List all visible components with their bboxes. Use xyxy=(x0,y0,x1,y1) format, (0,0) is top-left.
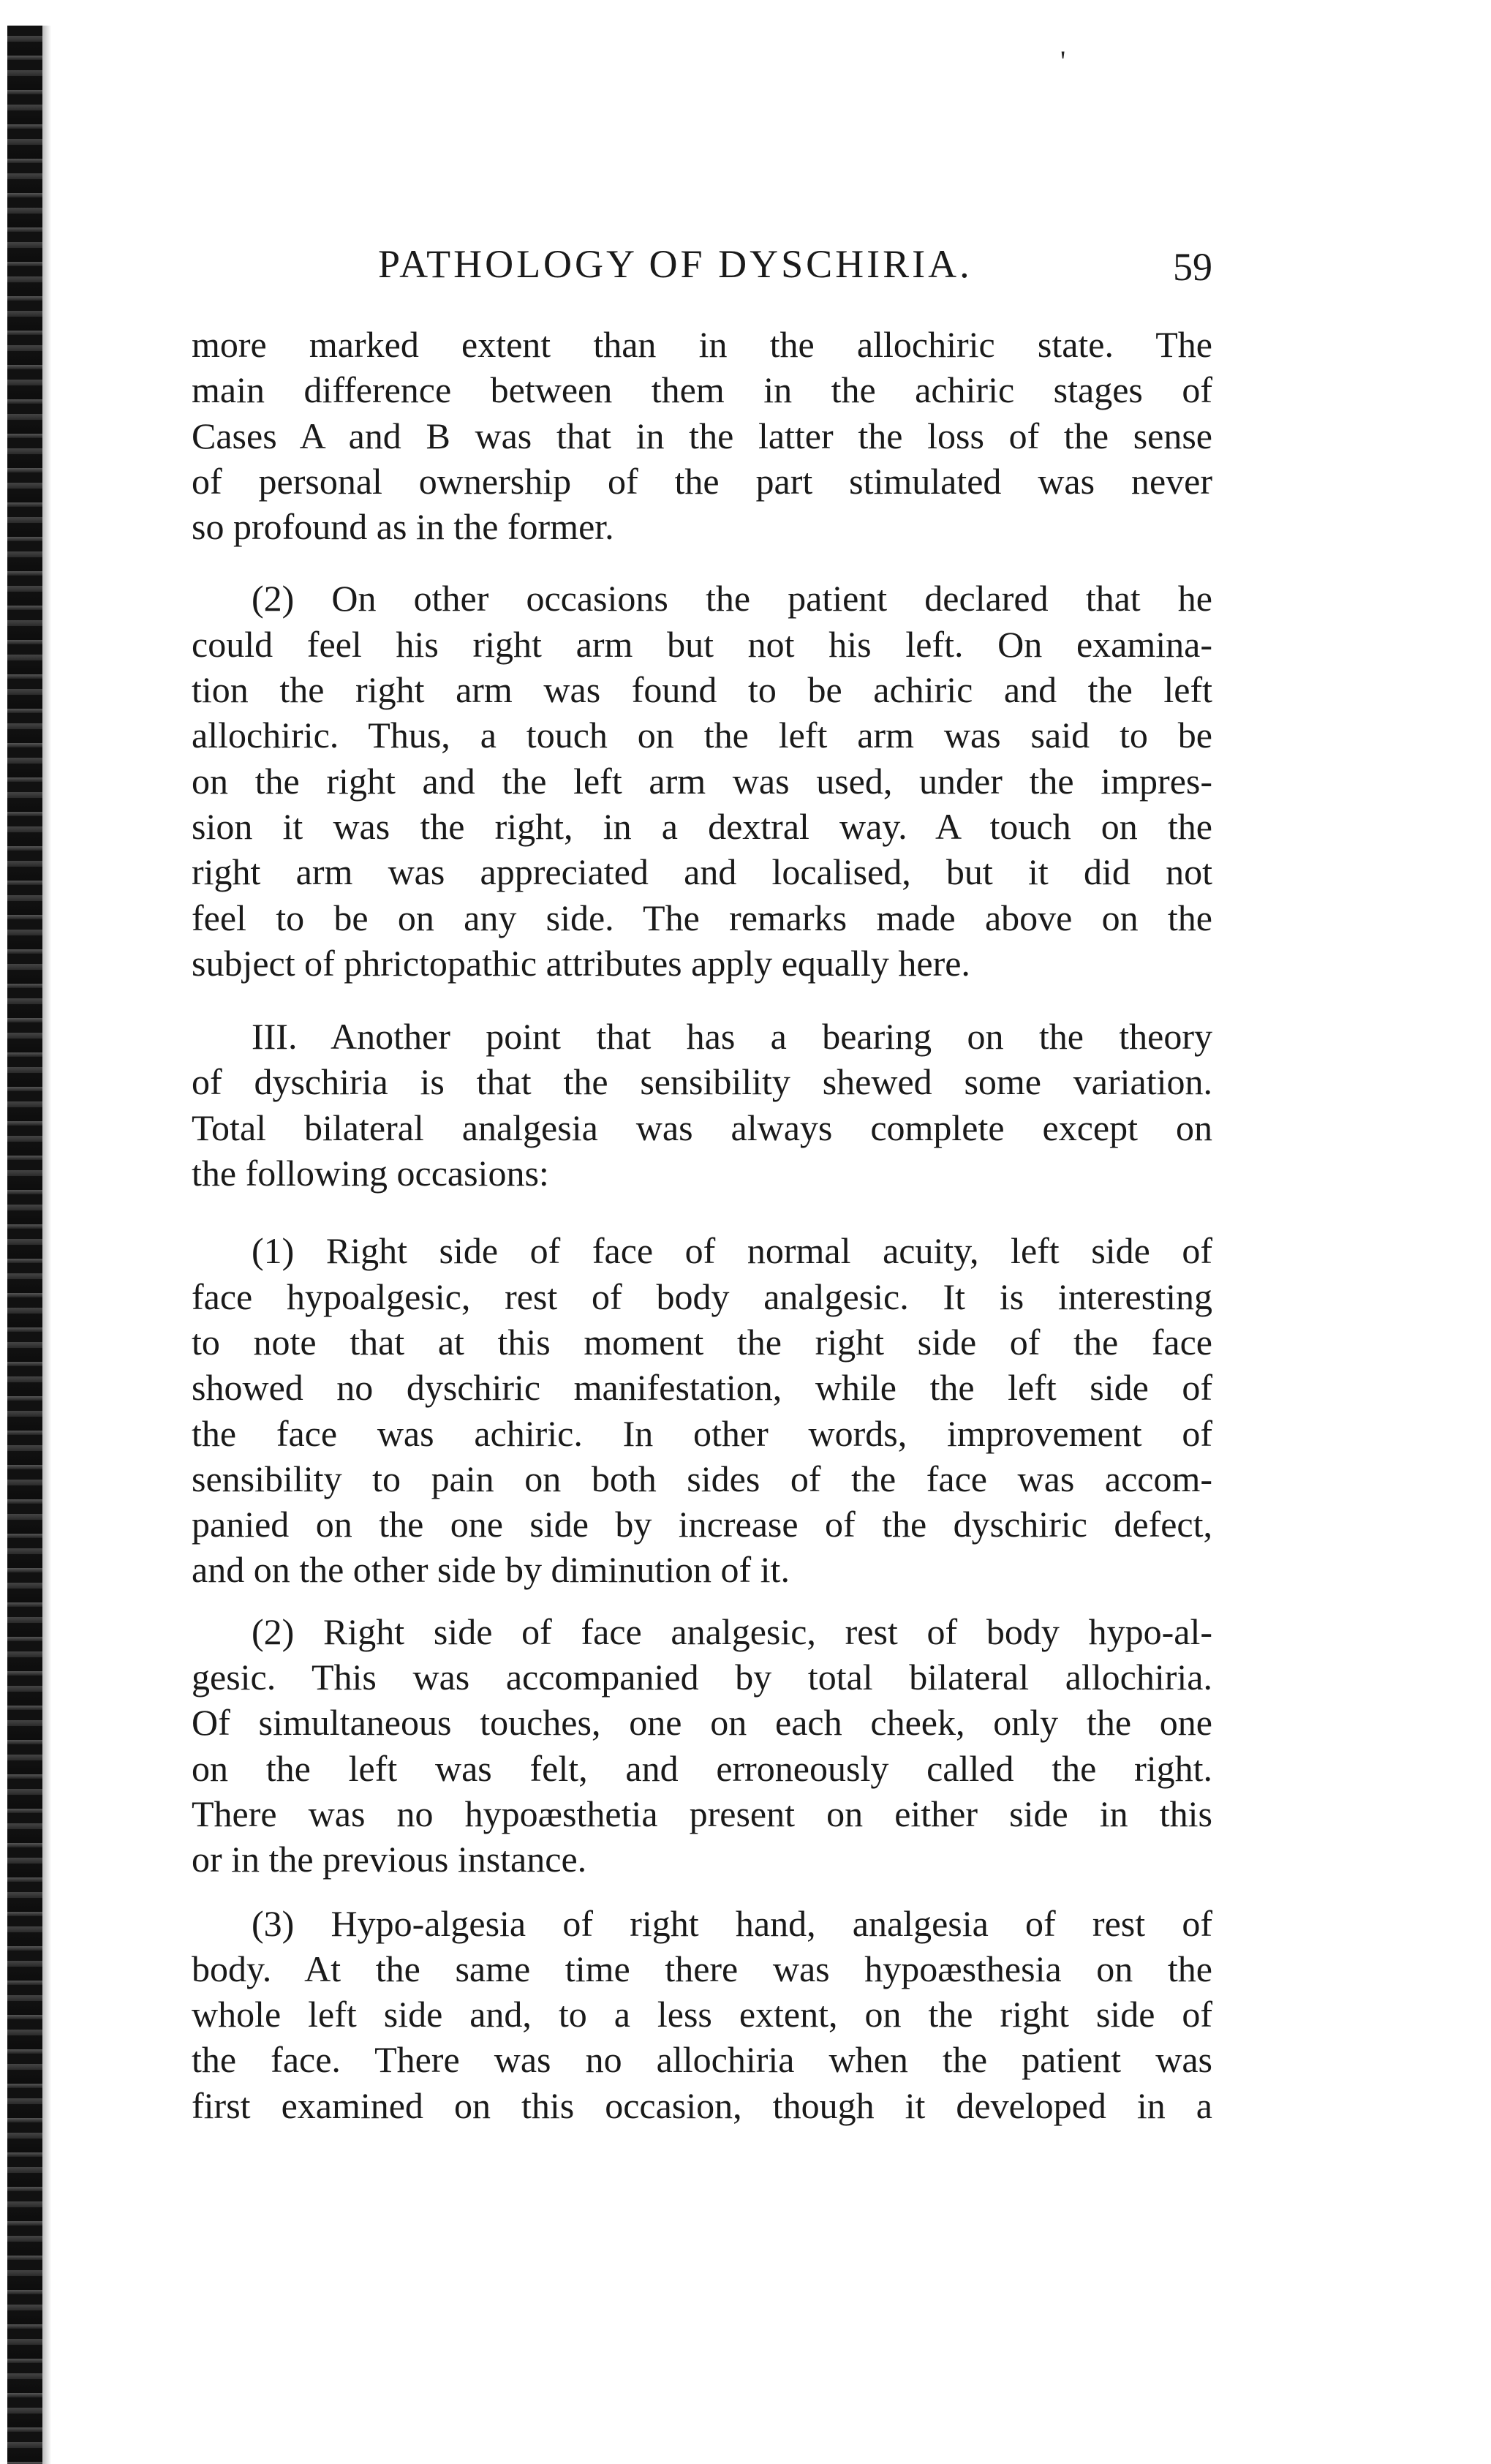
text-line: more marked extent than in the allochiric state. The xyxy=(192,324,1212,365)
text-line: the face was achiric. In other words, improvement of xyxy=(192,1412,1212,1454)
text-line: Cases A and B was that in the latter the loss of the sense xyxy=(192,415,1212,456)
text-line: on the left was felt, and erroneously called the right. xyxy=(192,1747,1212,1789)
text-line: the following occasions: xyxy=(192,1153,549,1194)
text-line: III. Another point that has a bearing on the theory xyxy=(252,1016,1212,1058)
text-line: Total bilateral analgesia was always complete except on xyxy=(192,1107,1212,1148)
paragraph-occasion-1 xyxy=(192,1228,1212,1592)
paragraph-continuation xyxy=(192,322,1212,549)
text-line: Of simultaneous touches, one on each cheek, only the one xyxy=(192,1702,1212,1744)
text-line: tion the right arm was found to be achiric and the left xyxy=(192,669,1212,711)
text-line: gesic. This was accompanied by total bilateral allochiria. xyxy=(192,1657,1212,1698)
text-line: allochiric. Thus, a touch on the left arm was said to be xyxy=(192,715,1212,756)
text-line: showed no dyschiric manifestation, while the left side of xyxy=(192,1367,1212,1409)
text-line: sensibility to pain on both sides of the face was accom- xyxy=(192,1458,1212,1499)
text-line: main difference between them in the achiric stages of xyxy=(192,369,1212,411)
text-line: (2) On other occasions the patient declared that he xyxy=(252,578,1212,619)
text-line: subject of phrictopathic attributes apply equally here. xyxy=(192,942,970,984)
text-line: panied on the one side by increase of the dyschiric defect, xyxy=(192,1504,1212,1545)
page-number: 59 xyxy=(1173,245,1212,289)
text-line: (2) Right side of face analgesic, rest of body hypo-al- xyxy=(252,1610,1212,1652)
text-line: sion it was the right, in a dextral way. A touch on the xyxy=(192,805,1212,847)
text-line: (3) Hypo-algesia of right hand, analgesia of rest of xyxy=(252,1902,1212,1944)
page-binding-shadow xyxy=(42,26,51,2464)
page-header xyxy=(192,241,1212,293)
text-line: first examined on this occasion, though it developed in a xyxy=(192,2084,1212,2126)
text-line: right arm was appreciated and localised, but it did not xyxy=(192,851,1212,893)
text-line: feel to be on any side. The remarks made above on the xyxy=(192,897,1212,938)
paragraph-occasion-2 xyxy=(192,1609,1212,1883)
text-line: to note that at this moment the right side of the face xyxy=(192,1321,1212,1363)
running-head: PATHOLOGY OF DYSCHIRIA. xyxy=(378,242,973,286)
text-line: body. At the same time there was hypoæsthesia on the xyxy=(192,1948,1212,1989)
text-line: could feel his right arm but not his left. On examina- xyxy=(192,623,1212,665)
text-line: on the right and the left arm was used, under the impres- xyxy=(192,760,1212,802)
text-line: or in the previous instance. xyxy=(192,1839,587,1880)
paragraph-section-iii xyxy=(192,1014,1212,1196)
text-line: the face. There was no allochiria when the patient was xyxy=(192,2039,1212,2081)
text-line: face hypoalgesic, rest of body analgesic. It is interesting xyxy=(192,1276,1212,1317)
corner-mark: ' xyxy=(1060,45,1066,78)
text-line: There was no hypoæsthetia present on either side in this xyxy=(192,1793,1212,1834)
paragraph-right-arm xyxy=(192,576,1212,986)
text-line: of dyschiria is that the sensibility shewed some variation. xyxy=(192,1061,1212,1103)
text-line: of personal ownership of the part stimulated was never xyxy=(192,460,1212,502)
paragraph-occasion-3 xyxy=(192,1901,1212,2128)
text-line: so profound as in the former. xyxy=(192,506,614,548)
text-line: and on the other side by diminution of it. xyxy=(192,1549,790,1591)
body-text xyxy=(192,322,1212,2128)
page-binding-edge xyxy=(7,26,42,2464)
text-line: (1) Right side of face of normal acuity, left side of xyxy=(252,1230,1212,1272)
text-line: whole left side and, to a less extent, on the right side of xyxy=(192,1994,1212,2035)
